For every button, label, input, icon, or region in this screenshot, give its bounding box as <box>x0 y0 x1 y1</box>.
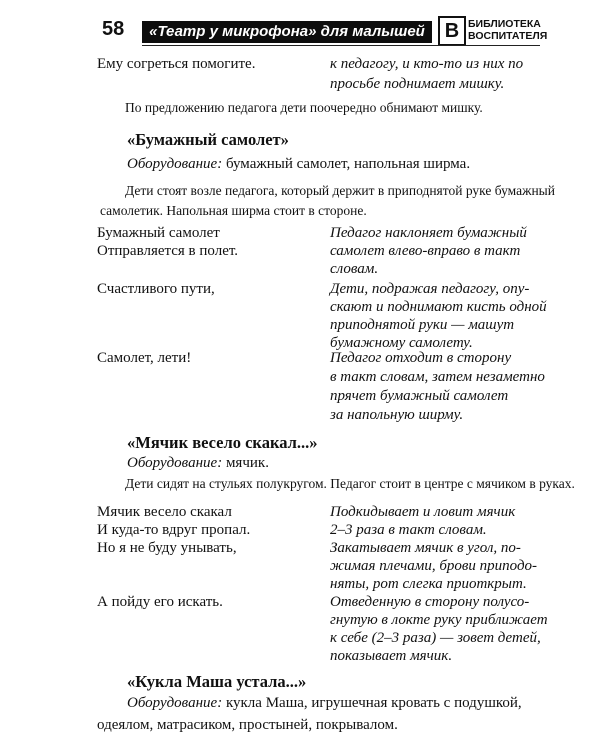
series-name-line2: ВОСПИТАТЕЛЯ <box>468 30 548 42</box>
game1-verse: Отправляется в полет. <box>97 243 239 259</box>
game2-direction: няты, рот слегка приоткрыт. <box>330 576 527 592</box>
equipment-paper-plane <box>127 156 470 173</box>
game1-direction: приподнятой руки — машут <box>330 317 515 333</box>
intro-direction-line1: к педагогу, и кто-то из них по <box>330 56 524 72</box>
equipment-doll-continued: одеялом, матрасиком, простыней, покрывалом. <box>97 717 398 733</box>
series-name-line1: БИБЛИОТЕКА <box>468 18 541 30</box>
page-number: 58 <box>102 18 125 40</box>
game1-direction: бумажному самолету. <box>330 335 473 351</box>
game-title-ball: «Мячик весело скакал...» <box>127 433 318 452</box>
running-header <box>100 14 548 48</box>
header-rule <box>142 45 540 46</box>
game1-direction: самолет влево-вправо в такт <box>330 243 521 259</box>
game1-verse: Счастливого пути, <box>97 281 215 297</box>
game1-note-line1: Дети стоят возле педагога, который держит в приподнятой руке бумажный <box>125 183 555 198</box>
game1-verse: Самолет, лети! <box>97 350 192 366</box>
game2-verse: Мячик весело скакал <box>97 504 232 520</box>
game2-verse: А пойду его искать. <box>97 594 223 610</box>
game2-direction: к себе (2–3 раза) — зовет детей, <box>330 630 541 646</box>
equipment-text: мячик. <box>225 455 269 471</box>
book-title-bar: «Театр у микрофона» для малышей <box>142 21 432 43</box>
intro-verse: Ему согреться помогите. <box>97 56 256 72</box>
game1-direction: в такт словам, затем незаметно <box>330 369 545 385</box>
game1-direction: прячет бумажный самолет <box>330 388 509 404</box>
game2-verse: Но я не буду унывать, <box>97 540 237 556</box>
game2-direction: Закатывает мячик в угол, по- <box>330 540 521 556</box>
series-name <box>468 18 547 42</box>
game1-direction: Дети, подражая педагогу, опу- <box>330 281 530 297</box>
equipment-doll <box>127 695 522 712</box>
equipment-label: Оборудование: <box>127 455 223 471</box>
game1-direction: словам. <box>330 261 379 277</box>
game1-direction: скают и поднимают кисть одной <box>330 299 547 315</box>
game1-direction: Педагог наклоняет бумажный <box>330 225 527 241</box>
equipment-ball <box>127 455 269 472</box>
intro-direction-line2: просьбе поднимает мишку. <box>330 76 505 92</box>
game-title-paper-plane: «Бумажный самолет» <box>127 130 289 149</box>
game2-direction: жимая плечами, брови приподо- <box>330 558 538 574</box>
series-logo-badge: В <box>438 16 466 46</box>
game2-direction: гнутую в локте руку приближает <box>330 612 548 628</box>
game-title-doll: «Кукла Маша устала...» <box>127 672 307 691</box>
equipment-label: Оборудование: <box>127 695 223 711</box>
equipment-text: бумажный самолет, напольная ширма. <box>225 156 471 172</box>
equipment-label: Оборудование: <box>127 156 223 172</box>
game1-direction: за напольную ширму. <box>330 407 464 423</box>
equipment-text: кукла Маша, игрушечная кровать с подушкой, <box>225 695 522 711</box>
game2-direction: показывает мячик. <box>330 648 453 664</box>
game1-verse: Бумажный самолет <box>97 225 220 241</box>
game2-direction: Подкидывает и ловит мячик <box>330 504 516 520</box>
intro-note: По предложению педагога дети поочередно обнимают мишку. <box>125 100 483 115</box>
game1-note-line2: самолетик. Напольная ширма стоит в стороне. <box>100 203 367 218</box>
game2-direction: Отведенную в сторону полусо- <box>330 594 530 610</box>
game2-note: Дети сидят на стульях полукругом. Педагог стоит в центре с мячиком в руках. <box>125 476 575 491</box>
game1-direction: Педагог отходит в сторону <box>330 350 512 366</box>
game2-direction: 2–3 раза в такт словам. <box>330 522 487 538</box>
game2-verse: И куда-то вдруг пропал. <box>97 522 251 538</box>
